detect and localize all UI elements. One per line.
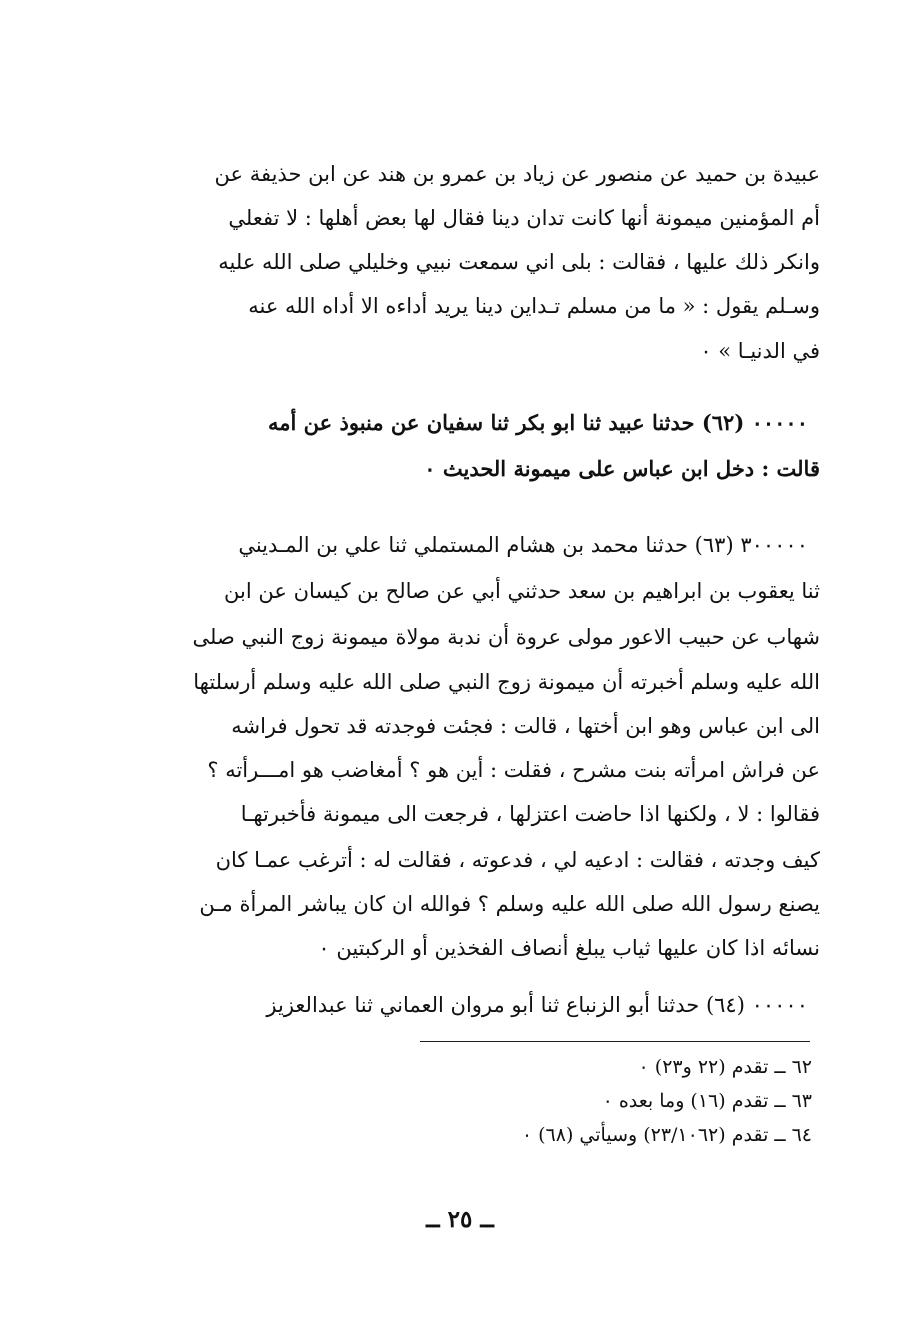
text-line: شهاب عن حبيب الاعور مولى عروة أن ندبة مولاة ميمونة زوج النبي صلى: [192, 625, 820, 649]
hadith-62-line: ٠٠٠٠٠ (٦٢) حدثنا عبيد ثنا ابو بكر ثنا سفيان عن منبوذ عن أمه: [268, 410, 808, 435]
text-line: فقالوا : لا ، ولكنها اذا حاضت اعتزلها ، فرجعت الى ميمونة فأخبرتهـا: [240, 802, 820, 826]
hadith-63-line: ٣٠٠٠٠٠ (٦٣) حدثنا محمد بن هشام المستملي ثنا علي بن المـديني: [238, 533, 808, 557]
footnote: ٦٣ ــ تقدم (١٦) وما بعده ٠: [602, 1090, 812, 1112]
text-line: كيف وجدته ، فقالت : ادعيه لي ، فدعوته ، فقالت له : أترغب عمـا كان: [215, 848, 820, 872]
text-line: قالت : دخل ابن عباس على ميمونة الحديث ٠: [424, 456, 820, 481]
hadith-64-line: ٠٠٠٠٠ (٦٤) حدثنا أبو الزنباع ثنا أبو مروان العماني ثنا عبدالعزيز: [266, 993, 808, 1017]
text-line: الى ابن عباس وهو ابن أختها ، قالت : فجئت فوجدته قد تحول فراشه: [231, 714, 820, 738]
text-line: عبيدة بن حميد عن منصور عن زياد بن عمرو بن هند عن ابن حذيفة عن: [214, 162, 820, 186]
text-line: أم المؤمنين ميمونة أنها كانت تدان دينا فقال لها بعض أهلها : لا تفعلي: [228, 206, 820, 230]
text-line: نسائه اذا كان عليها ثياب يبلغ أنصاف الفخذين أو الركبتين ٠: [318, 936, 820, 960]
text-line: الله عليه وسلم أخبرته أن ميمونة زوج النبي صلى الله عليه وسلم أرسلتها: [193, 670, 820, 694]
footnote: ٦٢ ــ تقدم (٢٢ و٢٣) ٠: [638, 1056, 812, 1078]
text-line: وسـلم يقول : « ما من مسلم تـداين دينا يريد أداءه الا أداه الله عنه: [248, 294, 820, 318]
text-line: عن فراش امرأته بنت مشرح ، فقلت : أين هو ؟ أمغاضب هو امـــرأته ؟: [207, 758, 820, 782]
text-line: في الدنيـا » ٠: [700, 339, 820, 363]
text-line: وانكر ذلك عليها ، فقالت : بلى اني سمعت نبيي وخليلي صلى الله عليه: [218, 250, 820, 274]
footnote-divider: [420, 1041, 810, 1042]
footnote: ٦٤ ــ تقدم (٢٣/١٠٦٢) وسيأتي (٦٨) ٠: [521, 1124, 812, 1146]
text-line: ثنا يعقوب بن ابراهيم بن سعد حدثني أبي عن صالح بن كيسان عن ابن: [224, 579, 820, 603]
page-number: ــ ٢٥ ــ: [426, 1206, 494, 1233]
text-line: يصنع رسول الله صلى الله عليه وسلم ؟ فوالله ان كان يباشر المرأة مـن: [199, 892, 820, 916]
